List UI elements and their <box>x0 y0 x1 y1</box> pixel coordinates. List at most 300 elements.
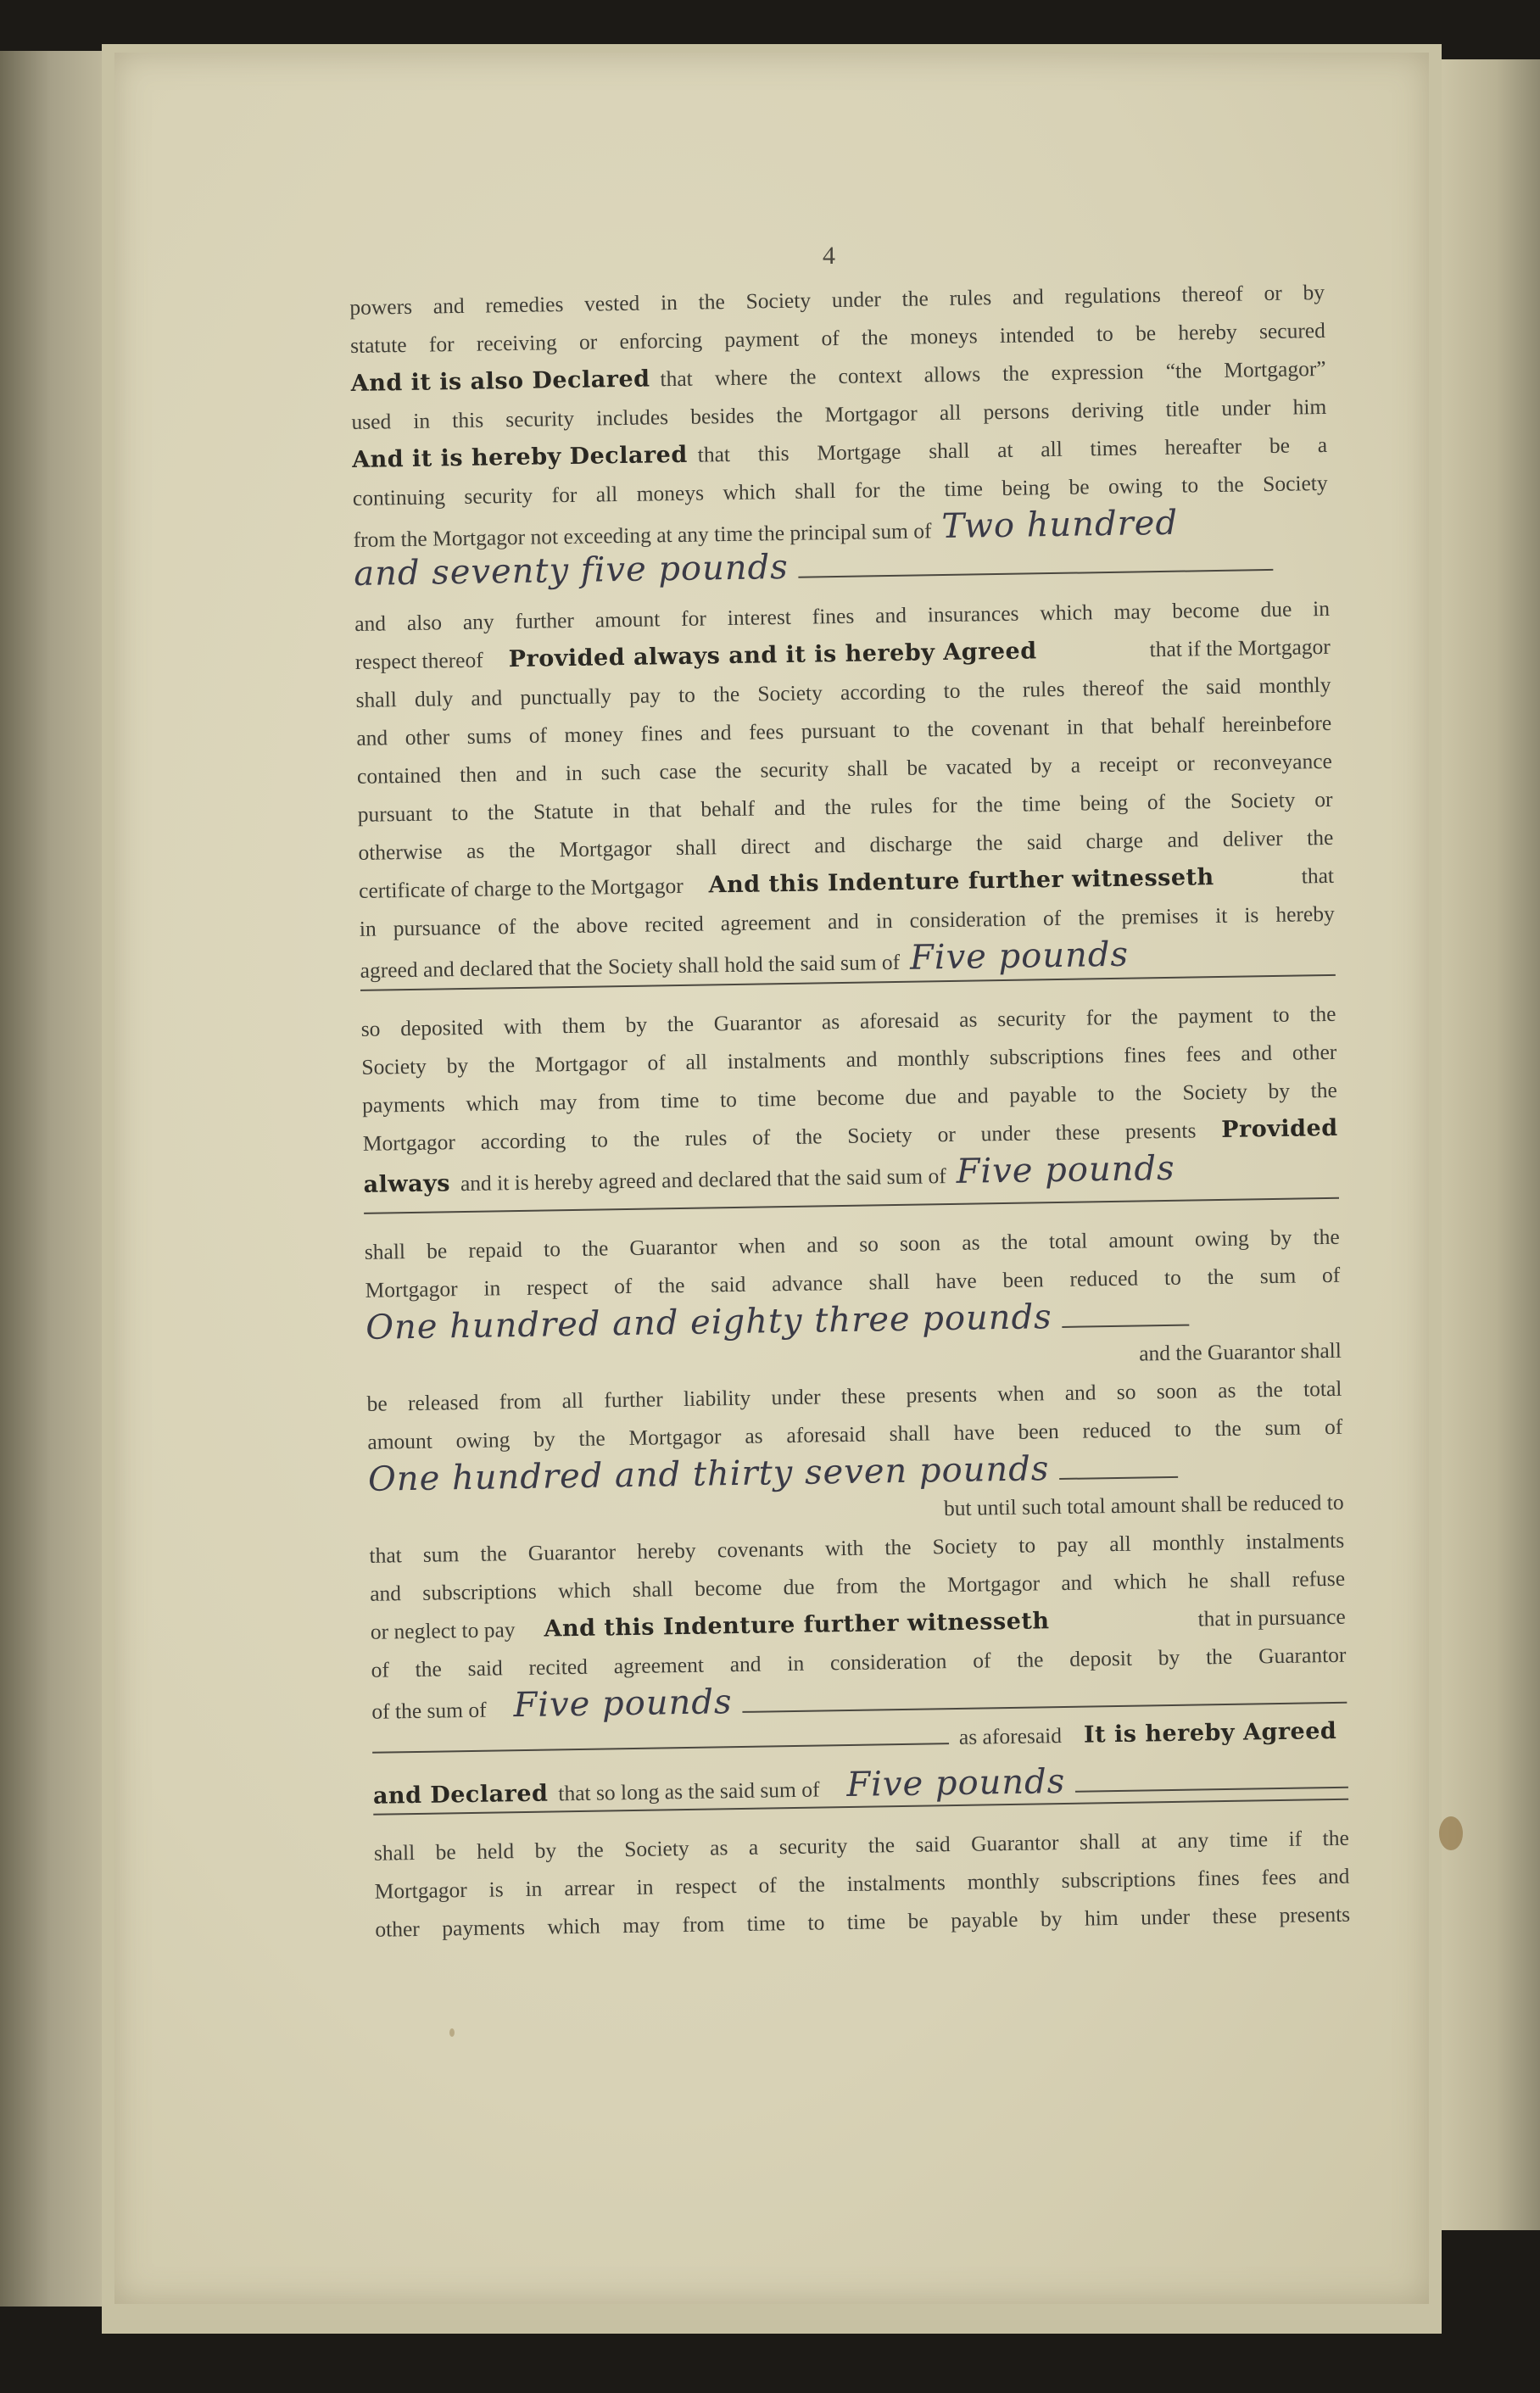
word: pursuant <box>801 717 876 744</box>
word: be <box>1135 321 1157 346</box>
word: includes <box>595 404 669 431</box>
handwritten-amount: Five pounds <box>513 1682 733 1726</box>
word: and <box>1167 827 1199 852</box>
word: at <box>1141 1828 1158 1854</box>
word: used <box>351 409 392 434</box>
word: to <box>1272 1001 1290 1028</box>
word: or neglect to pay <box>370 1617 516 1644</box>
word: and <box>471 685 503 711</box>
word: be <box>1069 474 1090 499</box>
word: to <box>678 682 696 707</box>
word: Society <box>847 1122 912 1148</box>
word: reconveyance <box>1213 748 1333 776</box>
word: time <box>944 476 984 502</box>
word: and <box>814 832 846 858</box>
word: owing <box>1108 472 1163 499</box>
word: the <box>884 1534 912 1560</box>
word: secured <box>1258 317 1326 344</box>
word: the <box>1130 1004 1158 1029</box>
word: also <box>406 610 443 635</box>
word: fees <box>748 719 784 745</box>
word: by <box>1269 1224 1292 1251</box>
word: intended <box>999 321 1074 348</box>
word: the <box>1313 1224 1340 1250</box>
word: so <box>858 1231 879 1257</box>
word: for <box>854 477 880 503</box>
word: shall <box>889 1420 931 1447</box>
word: the <box>1161 674 1189 700</box>
word: the <box>712 681 740 707</box>
word: a <box>748 1834 759 1860</box>
word: the <box>978 677 1006 703</box>
word: in <box>1066 714 1084 739</box>
word: the <box>868 1832 896 1858</box>
word: so <box>1116 1379 1136 1404</box>
word: any <box>462 609 494 634</box>
word: shall <box>364 1239 406 1264</box>
word: become <box>1172 597 1240 623</box>
word: said <box>467 1655 503 1682</box>
word: powers <box>349 293 413 320</box>
word: for <box>680 605 707 631</box>
word: the <box>1184 789 1212 814</box>
word: and <box>874 602 907 628</box>
word: and <box>827 908 860 934</box>
word: it <box>1214 902 1228 929</box>
word: of <box>1042 905 1062 931</box>
word: as <box>1217 1377 1236 1403</box>
word: pay <box>1057 1531 1089 1558</box>
word: to <box>1096 1080 1115 1107</box>
word: when <box>997 1381 1045 1407</box>
word: in <box>483 1275 501 1301</box>
word: the <box>976 791 1003 817</box>
word: advance <box>771 1270 843 1297</box>
word: may <box>622 1912 661 1938</box>
word: Society <box>623 1835 689 1862</box>
fill-rule <box>372 1742 949 1754</box>
handwritten-amount: One hundred and eighty three pounds <box>365 1297 1052 1347</box>
word: which <box>547 1913 601 1939</box>
word: Society <box>932 1533 998 1559</box>
word: presents <box>1279 1901 1351 1928</box>
word: owing <box>455 1427 511 1453</box>
word: to <box>892 717 911 742</box>
word: from <box>682 1911 725 1938</box>
word: vested <box>583 290 640 316</box>
word: the <box>667 1011 695 1037</box>
word: contained <box>356 762 442 789</box>
word: by <box>446 1052 469 1079</box>
word: which <box>557 1577 611 1604</box>
word: in <box>413 408 431 433</box>
word: security <box>760 756 829 783</box>
word: of <box>371 1657 390 1682</box>
word: and <box>369 1581 402 1606</box>
word: deriving <box>1071 397 1144 423</box>
word: security <box>464 483 533 509</box>
word: so <box>360 1016 381 1041</box>
word: him <box>1292 393 1327 420</box>
word: in <box>359 916 377 941</box>
word: all <box>561 1387 584 1414</box>
word: if <box>1288 1826 1303 1851</box>
word: all <box>685 1049 708 1074</box>
word: to <box>719 1086 738 1113</box>
word: continuing <box>352 484 446 510</box>
word: Society <box>745 287 812 314</box>
word: Mortgagor <box>534 1050 628 1077</box>
word: according <box>480 1128 566 1154</box>
word: shall <box>675 834 717 861</box>
blackletter-heading: And this Indenture further witnesseth <box>708 864 1214 899</box>
word: the <box>776 402 803 428</box>
word: covenants <box>717 1536 804 1563</box>
word: pursuance <box>393 914 482 941</box>
word: Mortgagor <box>559 835 652 862</box>
word: in <box>660 289 678 315</box>
word: payment <box>724 326 800 353</box>
word: being <box>1080 789 1129 816</box>
word: the <box>533 913 560 939</box>
word: thereof <box>1181 281 1243 307</box>
word: the <box>1309 1001 1336 1027</box>
word: the <box>1078 905 1105 930</box>
word: in <box>787 1650 805 1676</box>
word: for <box>551 482 578 508</box>
word: said <box>1026 828 1063 855</box>
word: have <box>953 1420 995 1445</box>
blackletter-heading: and Declared <box>372 1780 549 1810</box>
blackletter-heading: It is hereby Agreed <box>1083 1717 1337 1749</box>
word: Guarantor <box>970 1830 1059 1856</box>
word: and <box>957 1083 989 1108</box>
word: remedies <box>485 292 564 318</box>
word: due <box>783 1574 815 1600</box>
word: which <box>466 1090 520 1116</box>
word: sum <box>1264 1414 1302 1441</box>
word: the <box>899 1572 926 1598</box>
word: Society <box>757 680 823 706</box>
word: for <box>428 332 455 357</box>
word: besides <box>689 403 755 429</box>
word: as <box>466 838 485 863</box>
word: or <box>1264 280 1282 306</box>
word: the <box>824 794 851 820</box>
word: become <box>817 1085 885 1111</box>
word: Society <box>1182 1079 1248 1105</box>
word: from <box>499 1388 542 1414</box>
word: regulations <box>1064 282 1162 309</box>
word: and <box>806 1232 839 1258</box>
word: other <box>405 724 450 750</box>
blackletter-heading: Provided always and it is hereby Agreed <box>508 638 1037 673</box>
word: to <box>590 1127 609 1152</box>
word: of <box>528 722 548 748</box>
word: by <box>1303 279 1325 305</box>
word: of the sum of <box>371 1697 487 1724</box>
word: of <box>1321 1262 1341 1288</box>
word: the <box>927 716 954 742</box>
word: consideration <box>829 1648 947 1676</box>
word: Statute <box>533 798 594 824</box>
word: shall <box>846 756 889 781</box>
word: amount <box>1108 1226 1175 1253</box>
word: the <box>1256 1376 1284 1403</box>
word: from the Mortgagor not exceeding at any time the principal sum of <box>353 518 932 552</box>
word: of <box>613 1273 633 1299</box>
word: sum <box>422 1542 460 1567</box>
word: from <box>835 1573 879 1599</box>
word: and <box>1061 1570 1093 1596</box>
word: interest <box>727 604 792 631</box>
word: and <box>1012 284 1044 310</box>
word: Mortgagor <box>824 400 918 427</box>
word: fees <box>1186 1040 1221 1067</box>
word: fines <box>1124 1041 1167 1068</box>
word: to <box>1181 472 1199 498</box>
word: of <box>1324 1414 1343 1440</box>
word: and <box>515 761 548 786</box>
word: discharge <box>869 830 953 857</box>
word: moneys <box>636 480 705 506</box>
word: respect <box>675 1873 737 1899</box>
word: and <box>356 725 388 750</box>
word: the <box>698 289 726 315</box>
word: of <box>751 1124 771 1150</box>
word: thereof <box>1082 675 1145 701</box>
word: become <box>694 1575 762 1601</box>
fill-rule <box>1059 1475 1178 1480</box>
word: the <box>480 1541 507 1566</box>
word: aforesaid <box>786 1421 867 1448</box>
paper-stain <box>1439 1816 1463 1850</box>
word: monthly <box>967 1868 1040 1894</box>
word: subscriptions <box>989 1043 1104 1070</box>
word: fines <box>640 720 684 746</box>
word: amount <box>594 606 661 633</box>
word: that this Mortgage shall at all times hereafter be a <box>697 432 1328 467</box>
handwritten-amount: Two hundred <box>941 503 1179 547</box>
word: being <box>1002 475 1051 500</box>
word: by <box>534 1838 557 1863</box>
word: behalf <box>1150 712 1206 739</box>
word: and <box>1064 1380 1096 1405</box>
word: the <box>795 1124 823 1149</box>
word: as <box>745 1423 763 1448</box>
word: to <box>1174 1416 1192 1442</box>
word: or <box>1176 750 1195 776</box>
word: subscriptions <box>1061 1866 1176 1894</box>
word: which <box>723 479 777 505</box>
text-line <box>373 1759 1349 1812</box>
word: Society <box>361 1053 427 1079</box>
word: the <box>415 1656 443 1682</box>
word: due <box>1260 596 1292 622</box>
word: presents <box>906 1381 978 1408</box>
word: from <box>597 1088 640 1114</box>
word: be <box>426 1238 448 1263</box>
word: but until such total amount shall be reduced to <box>943 1489 1344 1521</box>
word: receipt <box>1098 751 1158 778</box>
word: time <box>1229 1827 1269 1852</box>
word: receiving <box>476 330 557 356</box>
word: persons <box>983 399 1050 425</box>
word: the <box>577 1837 604 1863</box>
word: such <box>600 759 641 785</box>
word: this <box>452 407 484 433</box>
word: Society <box>1230 787 1296 813</box>
deed-text <box>349 273 1351 1949</box>
word: further <box>604 1386 663 1413</box>
word: for <box>931 792 957 818</box>
word: total <box>1048 1228 1088 1254</box>
word: by <box>1040 1906 1063 1932</box>
word: the <box>1306 824 1334 851</box>
word: under <box>831 287 882 313</box>
word: may <box>539 1089 578 1115</box>
word: held <box>476 1838 515 1864</box>
word: and <box>700 719 732 745</box>
word: and the Guarantor shall <box>1138 1337 1342 1366</box>
word: shall <box>373 1840 416 1866</box>
word: Guarantor <box>1258 1642 1347 1669</box>
word: and <box>432 293 465 319</box>
word: said <box>1206 673 1241 700</box>
word: arrear <box>564 1875 615 1901</box>
word: the <box>581 1236 609 1261</box>
word: Society <box>1262 470 1328 497</box>
word: payable <box>950 1906 1018 1933</box>
word: in <box>875 908 893 934</box>
word: to <box>943 678 961 704</box>
word: the <box>578 1425 605 1451</box>
word: punctually <box>520 683 612 710</box>
word: shall <box>868 1269 910 1295</box>
word: of <box>821 325 840 351</box>
word: for <box>1085 1004 1112 1030</box>
word: of <box>1147 789 1166 815</box>
word: as <box>821 1009 840 1035</box>
word: be <box>907 755 928 780</box>
word: refuse <box>1292 1565 1346 1592</box>
word: shall <box>1230 1567 1271 1593</box>
word: soon <box>1156 1378 1198 1404</box>
fill-rule <box>743 1701 1348 1713</box>
word: as <box>962 1230 980 1255</box>
word: a <box>1070 752 1081 778</box>
word: hereby <box>1178 319 1237 345</box>
word: said <box>711 1271 746 1297</box>
word: direct <box>740 833 790 859</box>
word: fees <box>1261 1864 1297 1890</box>
word: covenant <box>970 715 1050 741</box>
word: case <box>659 758 697 784</box>
word: recited <box>528 1654 589 1680</box>
blackletter-heading: Provided <box>1220 1114 1338 1143</box>
handwritten-amount: One hundred and thirty seven pounds <box>367 1449 1050 1499</box>
word: the <box>658 1272 685 1298</box>
word: respect thereof <box>354 647 483 674</box>
word: enforcing <box>619 327 703 354</box>
word: by <box>1158 1644 1180 1671</box>
word: the <box>1017 1647 1044 1672</box>
word: owing <box>1194 1225 1249 1252</box>
word: be <box>366 1391 388 1416</box>
word: these <box>1212 1903 1258 1929</box>
word: total <box>1303 1375 1342 1402</box>
word: monthly <box>896 1045 970 1071</box>
word: the <box>1310 1077 1338 1103</box>
word: all <box>595 482 618 507</box>
word: them <box>561 1012 606 1039</box>
blackletter-heading: And it is also Declared <box>350 365 650 397</box>
word: these <box>1055 1119 1101 1146</box>
word: the <box>1207 1263 1235 1290</box>
word: been <box>1018 1419 1059 1444</box>
word: in <box>636 1874 654 1899</box>
word: that <box>369 1542 402 1568</box>
word: as <box>709 1835 728 1860</box>
word: in <box>525 1876 543 1901</box>
page-number: 4 <box>823 242 835 270</box>
word: under <box>771 1384 821 1410</box>
word: sums <box>466 723 512 749</box>
word: monthly <box>1258 672 1331 699</box>
word: agreed and declared that the Society shall hold the said sum of <box>360 949 901 983</box>
word: agreement <box>613 1652 705 1679</box>
word: amount <box>367 1428 433 1454</box>
handwritten-amount: Five pounds <box>846 1761 1066 1805</box>
word: recited <box>644 911 705 937</box>
word: the <box>1217 471 1244 497</box>
word: rules <box>949 285 992 310</box>
word: payments <box>442 1914 526 1941</box>
word: premises <box>1121 903 1199 929</box>
word: be <box>435 1839 456 1865</box>
word: fines <box>1197 1865 1240 1891</box>
word: released <box>407 1389 479 1416</box>
word: the <box>1135 1080 1163 1106</box>
word: the <box>1214 1415 1242 1442</box>
word: these <box>840 1383 886 1409</box>
word: shall <box>355 687 398 712</box>
word: shall <box>1079 1828 1121 1855</box>
word: that <box>1101 713 1134 739</box>
word: is <box>488 1877 504 1902</box>
word: may <box>1113 599 1152 624</box>
word: presents <box>1124 1118 1197 1144</box>
word: by <box>1030 753 1053 778</box>
word: the <box>976 829 1003 856</box>
word: duly <box>414 686 454 711</box>
word: shall <box>632 1576 674 1602</box>
word: hereby <box>637 1537 696 1564</box>
word: otherwise <box>358 839 443 865</box>
word: Guarantor <box>713 1009 802 1036</box>
word: to <box>1163 1264 1182 1291</box>
word: consideration <box>909 906 1027 933</box>
word: security <box>505 405 575 432</box>
handwritten-amount: and seventy five pounds <box>353 547 790 594</box>
blackletter-heading: And it is hereby Declared <box>351 441 688 473</box>
word: all <box>939 399 962 426</box>
handwritten-amount: Five pounds <box>956 1148 1175 1191</box>
word: with <box>824 1535 864 1561</box>
word: the <box>487 800 515 825</box>
word: of <box>972 1648 991 1673</box>
word: under <box>1140 1904 1191 1930</box>
